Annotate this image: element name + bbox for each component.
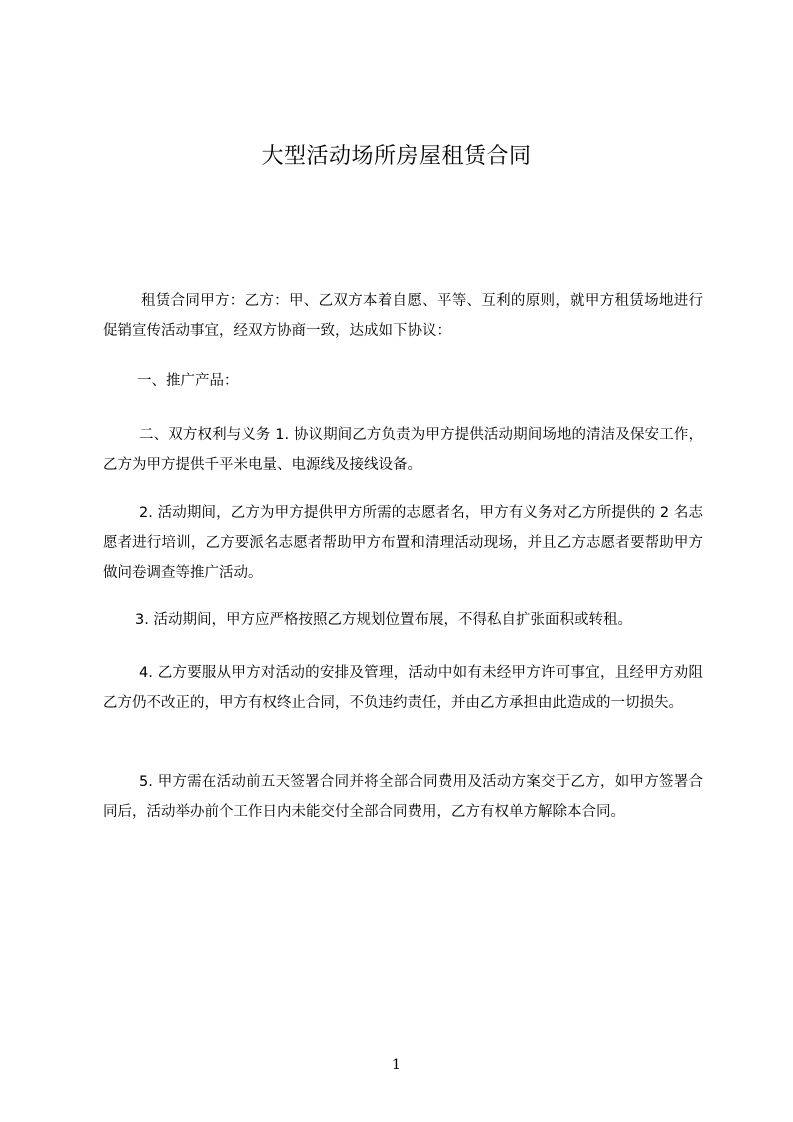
document-title: 大型活动场所房屋租赁合同 xyxy=(261,144,532,169)
paragraph-text: 5. 甲方需在活动前五天签署合同并将全部合同费用及活动方案交于乙方，如甲方签署合同后，活动举办前个工作日内未能交付全部合同费用，乙方有权单方解除本合同。 xyxy=(103,774,703,820)
paragraph-intro xyxy=(103,286,703,346)
paragraph-text: 3. 活动期间，甲方应严格按照乙方规划位置布展，不得私自扩张面积或转租。 xyxy=(135,612,632,628)
page-number: 1 xyxy=(392,1057,401,1073)
paragraph-clause-5 xyxy=(103,767,703,827)
paragraph-text: 租赁合同甲方：乙方：甲、乙双方本着自愿、平等、互利的原则，就甲方租赁场地进行促销宣传活动事宜，经双方协商一致，达成如下协议： xyxy=(103,293,703,339)
paragraph-clause-4 xyxy=(103,658,703,718)
paragraph-clause-2 xyxy=(103,498,703,588)
paragraph-section-2 xyxy=(103,420,703,480)
paragraph-clause-3 xyxy=(103,605,703,635)
paragraph-text: 4. 乙方要服从甲方对活动的安排及管理，活动中如有未经甲方许可事宜，且经甲方劝阻乙方仍不改正的，甲方有权终止合同，不负违约责任，并由乙方承担由此造成的一切损失。 xyxy=(103,665,703,711)
paragraph-text: 二、双方权利与义务 1. 协议期间乙方负责为甲方提供活动期间场地的清洁及保安工作，乙方为甲方提供千平米电量、电源线及接线设备。 xyxy=(103,427,703,473)
paragraph-section-1 xyxy=(103,366,703,396)
paragraph-text: 2. 活动期间，乙方为甲方提供甲方所需的志愿者名，甲方有义务对乙方所提供的 2 名志愿者进行培训，乙方要派名志愿者帮助甲方布置和清理活动现场，并且乙方志愿者要帮助甲方做问卷调查等推广活动。 xyxy=(103,505,703,581)
paragraph-text: 一、推广产品： xyxy=(137,373,239,389)
